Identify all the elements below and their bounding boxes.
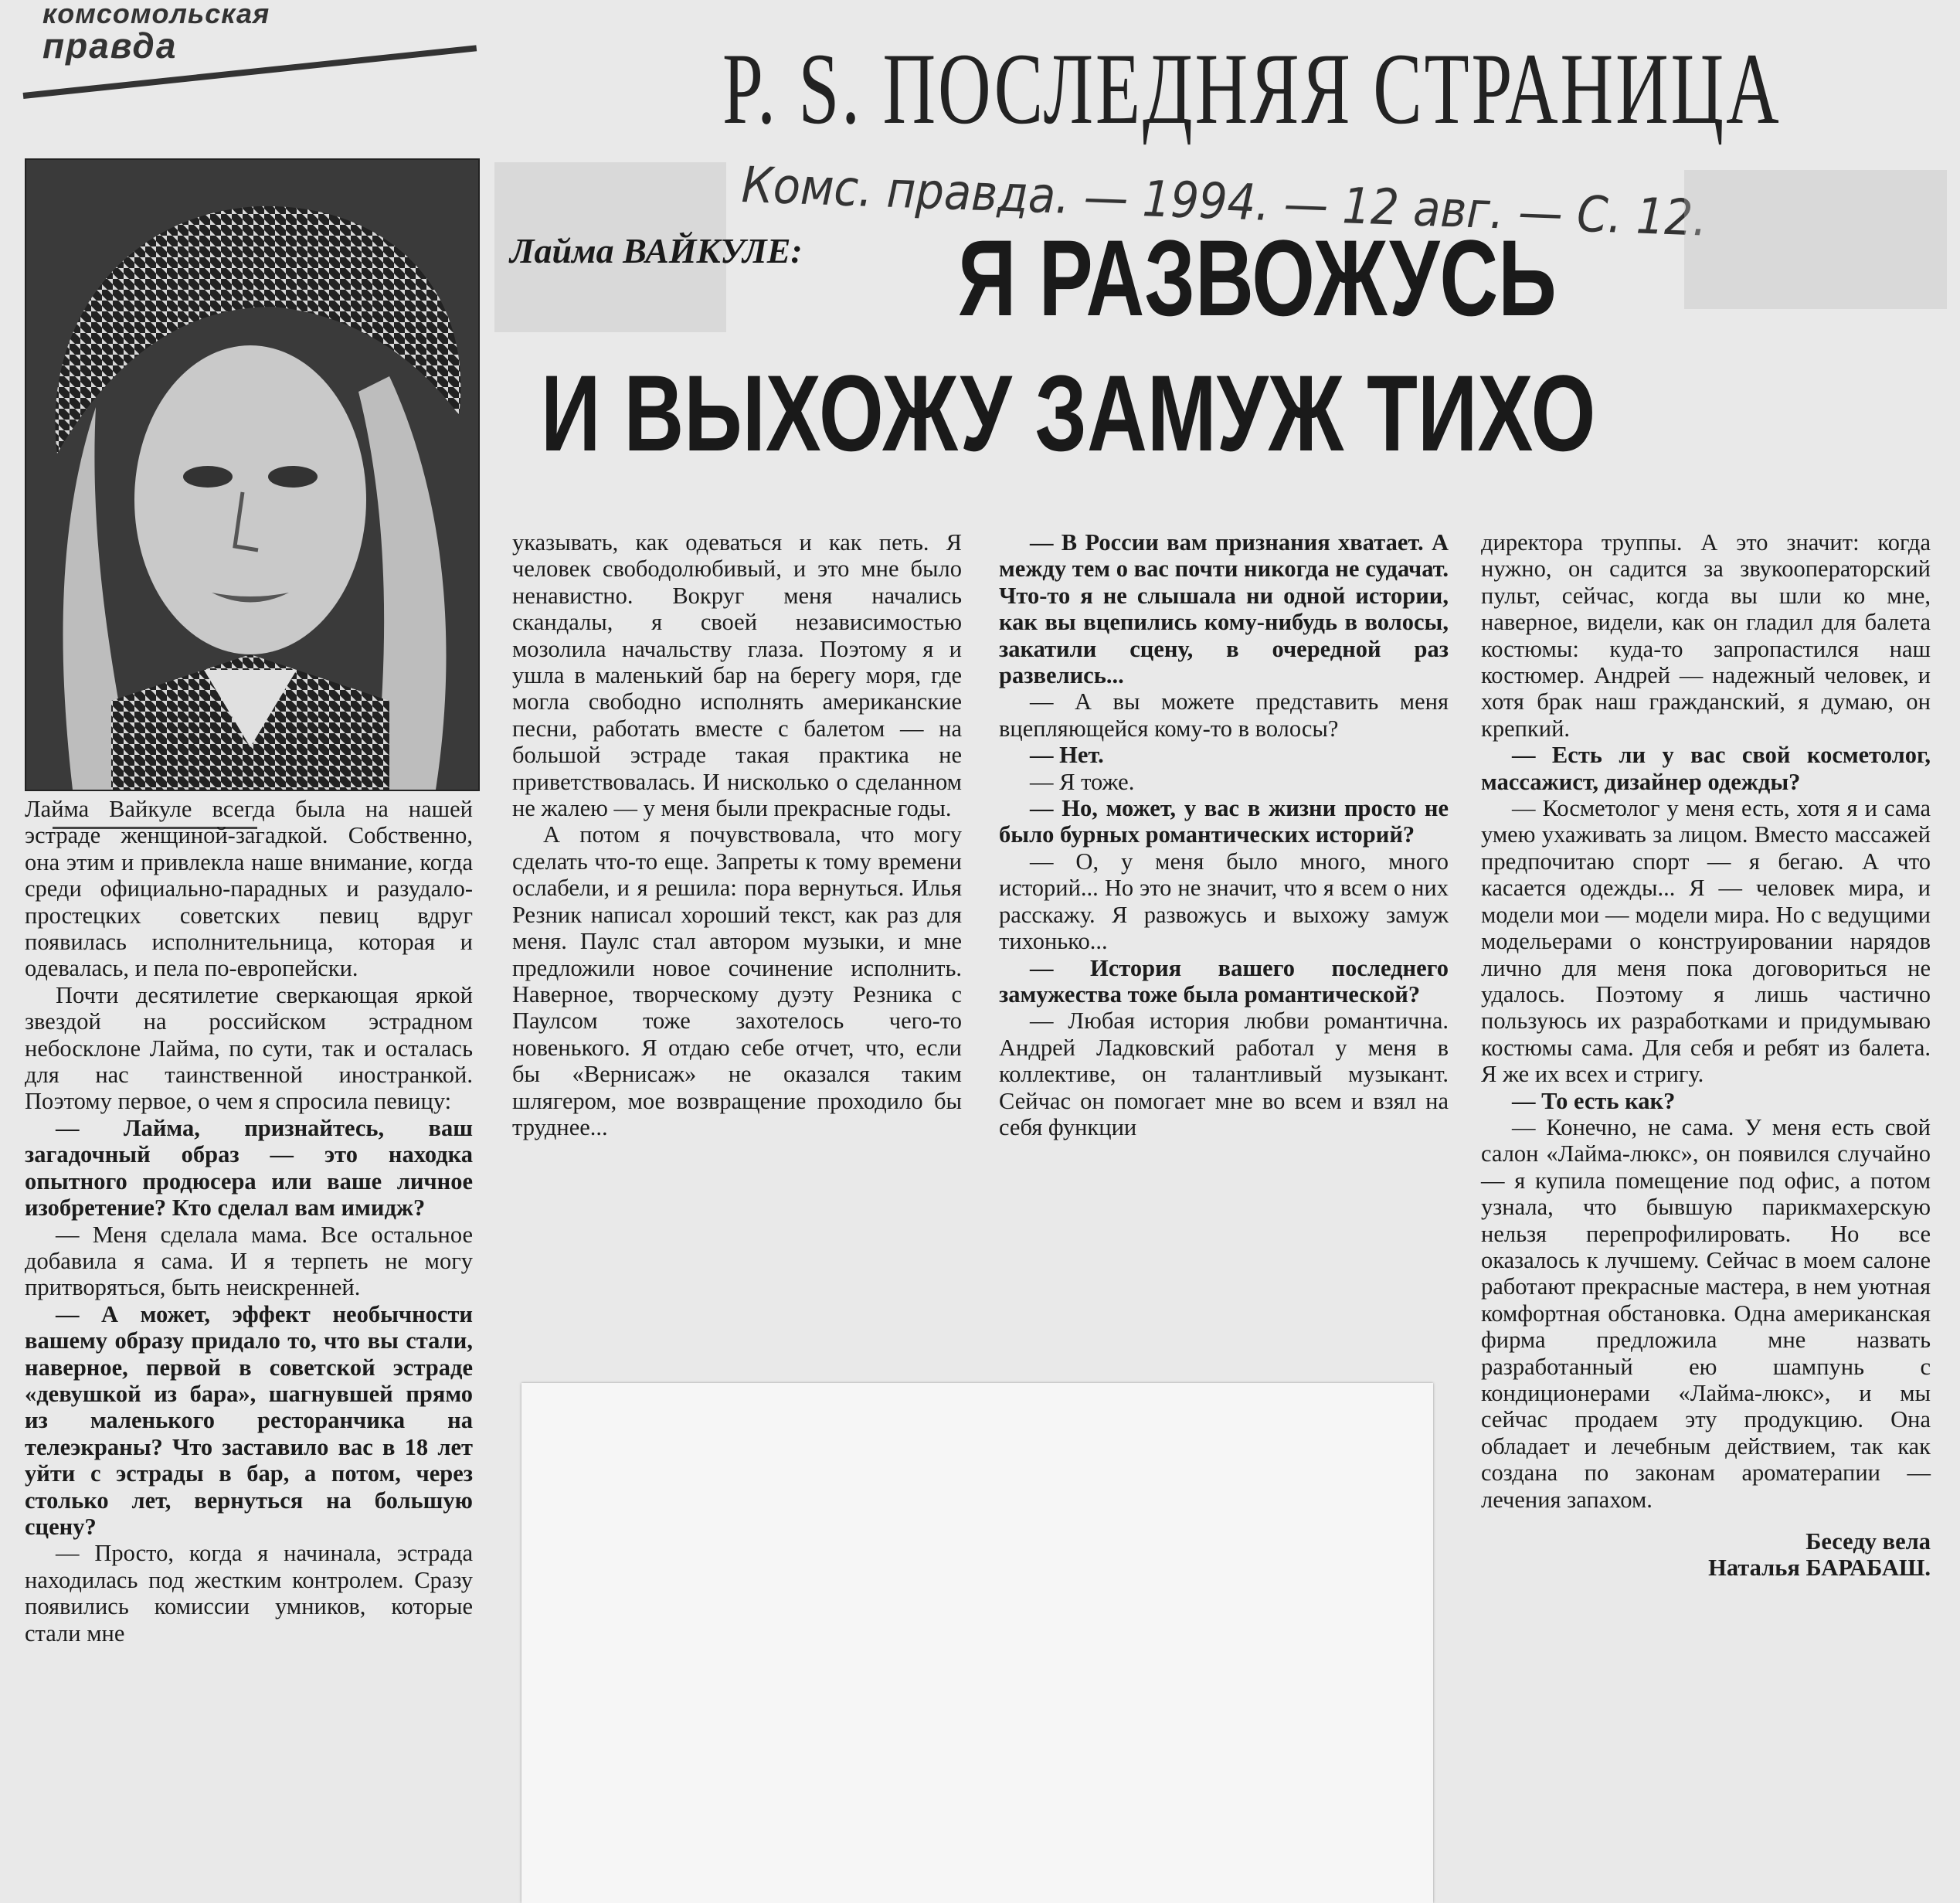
portrait-photo: [25, 158, 480, 791]
masthead-line1: комсомольская: [42, 0, 270, 29]
col3-question: — В России вам признания хватает. А между тем о вас почти никогда не судачат. Что-то я не слышала ни одной истории, как вы вцепились кому-нибудь в волосы, закатили сцену, в очередной раз развелись...: [999, 529, 1449, 689]
headline-line2: И ВЫХОЖУ ЗАМУЖ ТИХО: [541, 352, 1596, 474]
article-column-3: [999, 529, 1449, 1140]
headline-line1: Я РАЗВОЖУСЬ: [958, 217, 1557, 338]
col1-question: — Лайма, признайтесь, ваш загадочный образ — это находка опытного продюсера или ваше личное изобретение? Кто сделал вам имидж?: [25, 1114, 473, 1222]
col3-answer: — Я тоже.: [1030, 768, 1135, 795]
portrait-illustration: [26, 160, 478, 790]
col3-answer: — А вы можете представить меня вцепляющейся кому-то в волосы?: [999, 688, 1449, 742]
article-kicker: Лайма ВАЙКУЛЕ:: [510, 231, 803, 270]
blank-paper-patch-lower: [521, 1669, 1425, 1903]
section-title: P. S. ПОСЛЕДНЯЯ СТРАНИЦА: [722, 32, 1782, 145]
article-column-4: [1481, 529, 1931, 1582]
article-column-2: [512, 529, 962, 1140]
col3-question: — История вашего последнего замужества тоже была романтической?: [999, 954, 1449, 1008]
col1-answer: — Меня сделала мама. Все остальное добавила я сама. И я терпеть не могу притворяться, быть неискренней.: [25, 1221, 473, 1301]
col1-paragraph: Почти десятилетие сверкающая яркой звездой на российском эстрадном небосклоне Лайма, по сути, так и осталась для нас таинственной иностранкой. Поэтому первое, о чем я спросила певицу:: [25, 981, 473, 1115]
col1-answer: — Просто, когда я начинала, эстрада находилась под жестким контролем. Сразу появились комиссии умников, которые стали мне: [25, 1540, 473, 1646]
handwritten-note: Комс. правда. — 1994. — 12 авг. — С. 12.: [740, 157, 1708, 248]
col1-question: — А может, эффект необычности вашему образу придало то, что вы стали, наверное, первой в советской эстраде «девушкой из бара», шагнувшей прямо из маленького ресторанчика на телеэкраны? Что заставило вас в 18 лет уйти с эстрады в бар, а потом, через столько лет, вернуться на большую сцену?: [25, 1300, 473, 1540]
byline-author: Наталья БАРАБАШ.: [1708, 1555, 1931, 1582]
col2-paragraph: указывать, как одеваться и как петь. Я человек свободолюбивый, и это мне было ненавистно. Вокруг меня начались скандалы, я своей независимостью мозолила начальству глаза. Поэтому я и ушла в маленький бар на берегу моря, где могла свободно исполнять американские песни, работать вместе с балетом — на большой эстраде такая практика не приветствовалась. И нисколько о сделанном не жалею — у меня были прекрасные годы.: [512, 529, 962, 822]
col3-answer: — О, у меня было много, много историй... Но это не значит, что я всем о них расскажу. Я развожусь и выхожу замуж тихонько...: [999, 848, 1449, 955]
col1-paragraph: Лайма Вайкуле всегда была на нашей эстраде женщиной-загадкой. Собственно, она этим и привлекла наше внимание, когда среди официально-парадных и разудало-простецких советских певиц вдруг появилась исполнительница, которая и одевалась, и пела по-европейски.: [25, 796, 473, 982]
newspaper-masthead: [42, 0, 336, 66]
col2-paragraph: А потом я почувствовала, что могу сделать что-то еще. Запреты к тому времени ослабели, и я решила: пора вернуться. Илья Резник написал хороший текст, как раз для меня. Паулс стал автором музыки, и мне предложили новое сочинение исполнить. Наверное, творческому дуэту Резника с Паулсом тоже захотелось чего-то новенького. Я отдаю себе отчет, что, если бы «Вернисаж» не оказался таким шлягером, мое возвращение проходило бы труднее...: [512, 821, 962, 1140]
byline-label: Беседу вела: [1805, 1528, 1931, 1555]
article-headline: [541, 216, 1931, 494]
masthead-line2: правда: [42, 25, 178, 66]
col4-answer: — Конечно, не сама. У меня есть свой салон «Лайма-люкс», он появился случайно — я купила помещение под офис, а потом узнала, что бывшую парикмахерскую нельзя перепрофилировать. Но все оказалось к лучшему. Сейчас в моем салоне работают прекрасные мастера, в нем уютная комфортная обстановка. Одна американская фирма предложила мне назвать разработанный ею шампунь с кондиционерами «Лайма-люкс», и мы сейчас продаем эту продукцию. Она обладает и лечебным действием, так как создана по законам ароматерапии — лечения запахом.: [1481, 1113, 1931, 1513]
col4-answer: — Косметолог у меня есть, хотя я и сама умею ухаживать за лицом. Вместо массажей предпочитаю спорт — я бегаю. А что касается одежды... Я — человек мира, и модели мои — модели мира. Но с ведущими модельерами о конструировании нарядов лично для меня пока договориться не удалось. Поэтому я лишь частично пользуюсь их разработками и придумываю костюмы сама. Для себя и ребят из балета. Я же их всех и стригу.: [1481, 795, 1931, 1088]
col3-question: — Но, может, у вас в жизни просто не было бурных романтических историй?: [999, 795, 1449, 848]
col4-question: — То есть как?: [1512, 1087, 1676, 1114]
col3-question: — Нет.: [1030, 742, 1104, 769]
article-column-1: [25, 796, 473, 1646]
col3-answer: — Любая история любви романтична. Андрей Ладковский работал у меня в коллективе, он талантливый музыкант. Сейчас он помогает мне во всем и взял на себя функции: [999, 1008, 1449, 1140]
col4-paragraph: директора труппы. А это значит: когда нужно, он садится за звукооператорский пульт, сейчас, когда вы шли ко мне, наверное, видели, как он гладил для балета костюмы: куда-то запропастился наш костюмер. Андрей — надежный человек, и хотя брак наш гражданский, я думаю, он крепкий.: [1481, 529, 1931, 742]
col4-question: — Есть ли у вас свой косметолог, массажист, дизайнер одежды?: [1481, 742, 1931, 795]
